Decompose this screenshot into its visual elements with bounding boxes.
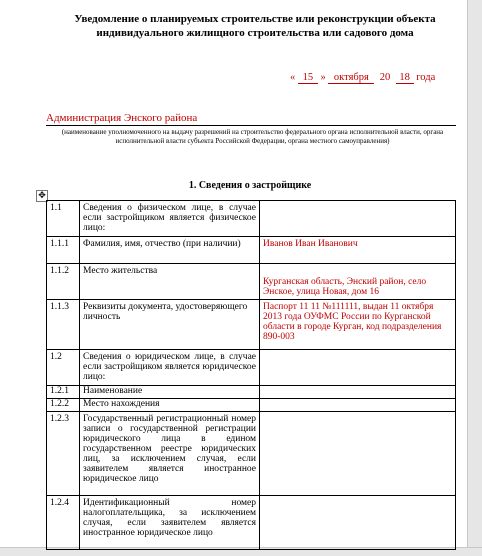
administration-note: (наименование уполномоченного на выдачу разрешений на строительство федерального органа исполнительной власти, органа исполнительной власти субъекта Российской Федерации, органа местного самоуправления) [61, 128, 444, 145]
row-label: Наименование [80, 386, 260, 399]
row-number: 1.2.1 [47, 386, 80, 399]
row-value [260, 350, 456, 386]
section-title: 1. Сведения о застройщике [188, 180, 312, 191]
date-year-word: года [416, 72, 436, 83]
row-label: Фамилия, имя, отчество (при наличии) [80, 237, 260, 264]
document-title [70, 12, 440, 40]
date-day: 15 [298, 72, 318, 84]
row-label: Идентификационный номер налогоплательщика, за исключением случая, если заявителем является иностранное юридическое лицо [80, 496, 260, 550]
table-row [47, 300, 456, 350]
date-year-suffix: 18 [396, 72, 414, 84]
row-number: 1.2 [47, 350, 80, 386]
row-value: Паспорт 11 11 №111111, выдан 11 октября 2013 года ОУФМС России по Курганской области в городе Курган, код подразделения 890-003 [260, 300, 456, 350]
table-row [47, 386, 456, 399]
row-label: Сведения о физическом лице, в случае если застройщиком является физическое лицо: [80, 201, 260, 237]
table-move-handle-icon[interactable]: ✥ [36, 190, 48, 202]
table-row [47, 399, 456, 412]
row-number: 1.1.3 [47, 300, 80, 350]
row-number: 1.2.2 [47, 399, 80, 412]
row-number: 1.1.1 [47, 237, 80, 264]
row-label: Государственный регистрационный номер записи о государственной регистрации юридического лица в едином государственном реестре юридических лиц, за исключением случая, если заявителем является иностранное юридическое лицо [80, 412, 260, 496]
row-label: Сведения о юридическом лице, в случае если застройщиком является юридическое лицо: [80, 350, 260, 386]
row-value [260, 412, 456, 496]
row-number: 1.1 [47, 201, 80, 237]
row-label: Реквизиты документа, удостоверяющего личность [80, 300, 260, 350]
date-month: октября [328, 72, 374, 84]
title-line-1: Уведомление о планируемых строительстве или реконструкции объекта [74, 13, 436, 25]
table-row [47, 412, 456, 496]
document-page [40, 0, 460, 556]
row-value [260, 399, 456, 412]
row-label: Место нахождения [80, 399, 260, 412]
row-number: 1.2.4 [47, 496, 80, 550]
row-value: Иванов Иван Иванович [260, 237, 456, 264]
table-row [47, 264, 456, 300]
table-row [47, 237, 456, 264]
row-value [260, 496, 456, 550]
title-line-2: индивидуального жилищного строительства или садового дома [96, 27, 414, 39]
administration-name: Администрация Энского района [46, 112, 456, 126]
row-value [260, 201, 456, 237]
date-close-quote: » [320, 72, 326, 83]
row-label: Место жительства [80, 264, 260, 300]
row-number: 1.1.2 [47, 264, 80, 300]
row-number: 1.2.3 [47, 412, 80, 496]
table-row [47, 350, 456, 386]
date-year-prefix: 20 [379, 72, 391, 83]
table-row [47, 496, 456, 550]
date-line [290, 72, 460, 84]
vertical-scrollbar[interactable] [467, 0, 482, 556]
developer-info-table [46, 200, 456, 550]
row-value: Курганская область, Энский район, село Энское, улица Новая, дом 16 [260, 264, 456, 300]
table-row [47, 201, 456, 237]
date-open-quote: « [290, 72, 296, 83]
row-value [260, 386, 456, 399]
